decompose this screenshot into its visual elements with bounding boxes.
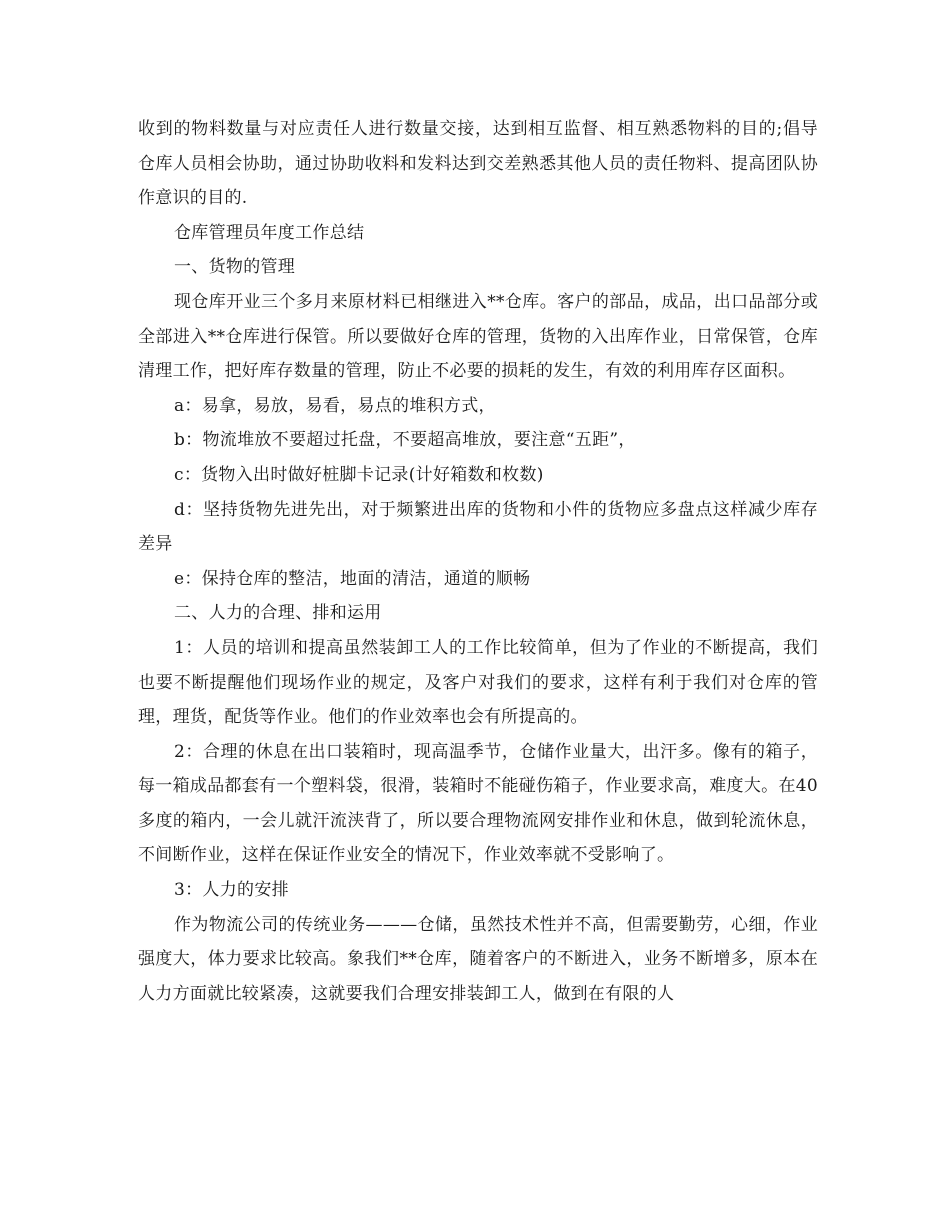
- document-page: [138, 112, 818, 1011]
- document-title: 仓库管理员年度工作总结: [174, 222, 365, 243]
- paragraph-arrangement: 作为物流公司的传统业务———仓储，虽然技术性并不高，但需要勤劳，心细，作业强度大，体力要求比较高。象我们**仓库，随着客户的不断进入，业务不断增多，原本在人力方面就比较紧凑，这就要我们合理安排装卸工人，做到在有限的人: [138, 914, 818, 1004]
- paragraph-training: 1：人员的培训和提高虽然装卸工人的工作比较简单，但为了作业的不断提高，我们也要不断提醒他们现场作业的规定，及客户对我们的要求，这样有利于我们对仓库的管理，理货，配货等作业。他们的作业效率也会有所提高的。: [138, 637, 818, 728]
- paragraph-continuation: 收到的物料数量与对应责任人进行数量交接，达到相互监督、相互熟悉物料的目的;倡导仓库人员相会协助，通过协助收料和发料达到交差熟悉其他人员的责任物料、提高团队协作意识的目的.: [138, 119, 818, 209]
- subheading-arrangement: 3：人力的安排: [174, 880, 289, 901]
- paragraph-rest: 2：合理的休息在出口装箱时，现高温季节，仓储作业量大，出汗多。像有的箱子，每一箱成品都套有一个塑料袋，很滑，装箱时不能碰伤箱子，作业要求高，难度大。在40多度的箱内，一会儿就汗流浃背了，所以要合理物流网安排作业和休息，做到轮流休息，不间断作业，这样在保证作业安全的情况下，作业效率就不受影响了。: [138, 741, 818, 866]
- paragraph-goods-intro: 现仓库开业三个多月来原材料已相继进入**仓库。客户的部品，成品，出口品部分或全部进入**仓库进行保管。所以要做好仓库的管理，货物的入出库作业，日常保管，仓库清理工作，把好库存数量的管理，防止不必要的损耗的发生，有效的利用库存区面积。: [138, 291, 818, 382]
- list-item-d: d：坚持货物先进先出，对于频繁进出库的货物和小件的货物应多盘点这样减少库存差异: [138, 499, 818, 555]
- list-item-a: a：易拿，易放，易看，易点的堆积方式，: [174, 395, 496, 416]
- list-item-e: e：保持仓库的整洁，地面的清洁，通道的顺畅: [174, 568, 531, 589]
- section-heading-manpower: 二、人力的合理、排和运用: [174, 603, 382, 624]
- section-heading-goods: 一、货物的管理: [174, 257, 296, 278]
- list-item-b: b：物流堆放不要超过托盘，不要超高堆放，要注意“五距”，: [174, 430, 636, 451]
- list-item-c: c：货物入出时做好桩脚卡记录(计好箱数和枚数): [174, 464, 544, 485]
